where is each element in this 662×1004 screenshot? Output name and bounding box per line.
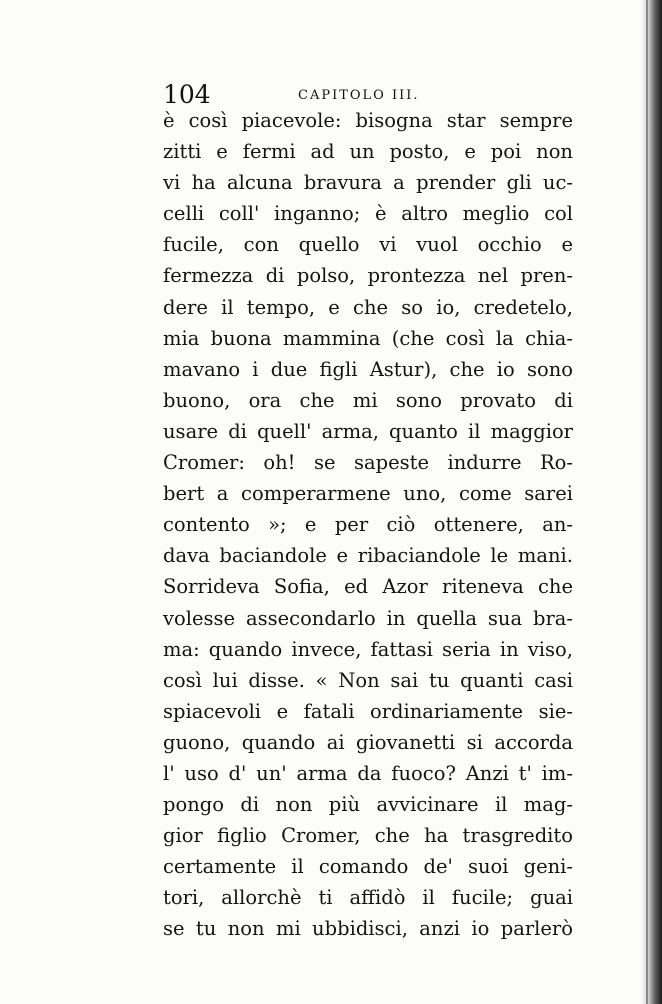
page-binding-edge — [640, 0, 662, 1004]
text-line: fucile, con quello vi vuol occhio e — [163, 233, 573, 257]
text-line: vi ha alcuna bravura a prender gli uc- — [163, 171, 573, 195]
text-line: guono, quando ai giovanetti si accorda — [163, 730, 573, 754]
text-line: celli coll' inganno; è altro meglio col — [163, 202, 573, 226]
text-line: contento »; e per ciò ottenere, an- — [163, 513, 573, 537]
text-line: Sorrideva Sofia, ed Azor riteneva che — [163, 575, 573, 599]
text-line: gior figlio Cromer, che ha trasgredito — [163, 824, 573, 848]
page-binding-line — [646, 0, 648, 1004]
text-line: pongo di non più avvicinare il mag- — [163, 793, 573, 817]
text-line: certamente il comando de' suoi geni- — [163, 855, 573, 879]
running-head: CAPITOLO III. — [298, 88, 420, 103]
text-line: l' uso d' un' arma da fuoco? Anzi t' im- — [163, 761, 573, 785]
text-line: tori, allorchè ti affidò il fucile; guai — [163, 886, 573, 910]
text-line: usare di quell' arma, quanto il maggior — [163, 419, 573, 443]
text-line: dere il tempo, e che so io, credetelo, — [163, 295, 573, 319]
text-line: buono, ora che mi sono provato di — [163, 388, 573, 412]
text-line: mia buona mammina (che così la chia- — [163, 326, 573, 350]
text-line: così lui disse. « Non sai tu quanti casi — [163, 668, 573, 692]
text-line: spiacevoli e fatali ordinariamente sie- — [163, 699, 573, 723]
text-line: bert a comperarmene uno, come sarei — [163, 482, 573, 506]
text-line: ma: quando invece, fattasi seria in viso, — [163, 637, 573, 661]
text-line: è così piacevole: bisogna star sempre — [163, 109, 573, 132]
text-line: fermezza di polso, prontezza nel pren- — [163, 264, 573, 288]
text-line: dava baciandole e ribaciandole le mani. — [163, 544, 573, 568]
text-line: zitti e fermi ad un posto, e poi non — [163, 140, 573, 164]
text-line: volesse assecondarlo in quella sua bra- — [163, 606, 573, 630]
text-line: Cromer: oh! se sapeste indurre Ro- — [163, 451, 573, 475]
body-text — [163, 105, 573, 945]
text-line: se tu non mi ubbidisci, anzi io parlerò — [163, 917, 573, 941]
text-line: mavano i due figli Astur), che io sono — [163, 357, 573, 381]
page-number: 104 — [163, 80, 211, 109]
